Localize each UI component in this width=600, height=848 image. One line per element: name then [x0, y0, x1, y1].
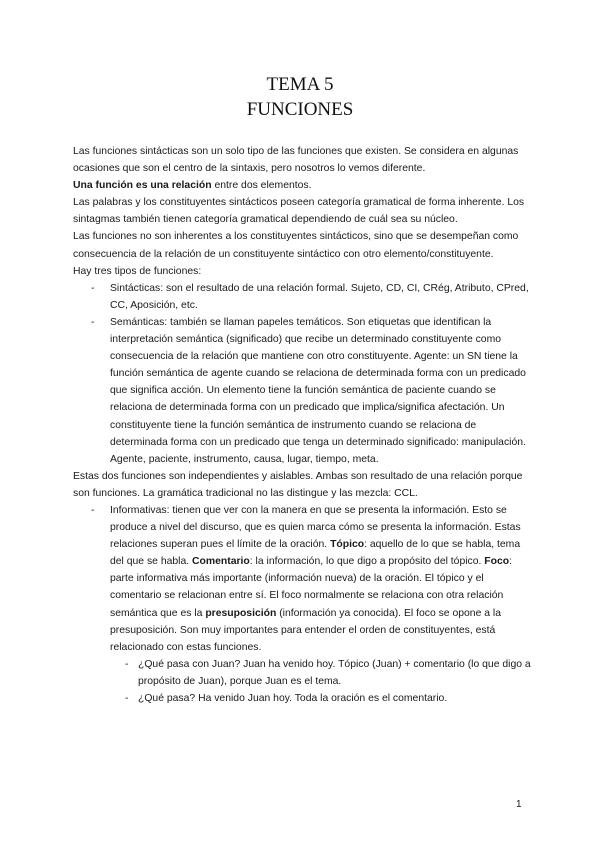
bold-definition: Una función es una relación	[73, 180, 212, 192]
list-bullet: -	[91, 316, 95, 328]
sublist-item-text: ¿Qué pasa con Juan? Juan ha venido hoy. Tópico (Juan) + comentario (lo que digo a propósito de Juan), porque Juan es el tema.	[138, 658, 531, 687]
list-bullet: -	[91, 282, 95, 294]
page-number: 1	[516, 799, 522, 810]
list-item-semanticas	[73, 314, 533, 468]
list-bullet: -	[91, 504, 95, 516]
sublist-item-example-1	[73, 656, 533, 690]
list-item-informativas	[73, 502, 533, 656]
paragraph-independent: Estas dos funciones son independientes y aislables. Ambas son resultado de una relación porque son funciones. La gramática tradicional no las distingue y las mezcla: CCL.	[73, 470, 523, 499]
paragraph-functions: Las funciones no son inherentes a los constituyentes sintácticos, sino que se desempeñan como consecuencia de la relación de un constituyente sintáctico con otro elemento/constituyente.	[73, 231, 519, 260]
document-title: TEMA 5	[266, 74, 334, 95]
list-item-text: Semánticas: también se llaman papeles temáticos. Son etiquetas que identifican la interpretación semántica (significado) que recibe un determinado constituyente como consecuencia de la relación que mantiene con otro constituyente. Agente: un SN tiene la función semántica de agente cuando se relaciona de determinada forma con un predicado que significa acción. Un elemento tiene la función semántica de paciente cuando se relaciona de determinada forma con un predicado que implica/significa afectación. Un constituyente tiene la función semántica de instrumento cuando se relaciona de determinada forma con un predicado que tenga un determinado significado: manipulación. Agente, paciente, instrumento, causa, lugar, tiempo, meta.	[110, 316, 526, 465]
sublist-item-text: ¿Qué pasa? Ha venido Juan hoy. Toda la oración es el comentario.	[138, 693, 448, 704]
list-item-text: Informativas: tienen que ver con la manera en que se presenta la información. Esto se produce a nivel del discurso, que es quien marca cómo se presenta la información. Estas relaciones superan pues el límite de la oración.	[110, 504, 521, 551]
term-foco: Foco	[484, 556, 510, 568]
definition-rest: entre dos elementos.	[211, 180, 312, 192]
sublist-item-example-2	[73, 690, 533, 707]
document-body	[73, 143, 533, 707]
list-item-text: : aquello de lo que se habla, tema del que se habla.	[110, 539, 521, 568]
paragraph-types-intro: Hay tres tipos de funciones:	[73, 265, 202, 277]
list-item-text: : la información, lo que digo a propósito del tópico.	[249, 556, 485, 568]
list-item-text: (información ya conocida). El foco se opone a la presuposición. Son muy importantes para entender el orden de constituyentes, está relacionado con estas funciones.	[110, 607, 502, 653]
list-item-text: : parte informativa más importante (información nueva) de la oración. El tópico y el comentario se relacionan entre sí. El foco normalmente se relaciona con otra relación semántica que es la	[110, 556, 513, 619]
list-item-text: Sintácticas: son el resultado de una relación formal. Sujeto, CD, CI, CRég, Atributo, CPred, CC, Aposición, etc.	[110, 282, 529, 311]
term-presuposicion: presuposición	[205, 607, 277, 619]
list-bullet: -	[125, 693, 129, 704]
list-bullet: -	[125, 658, 129, 670]
document-subtitle: FUNCIONES	[246, 99, 354, 120]
list-item-sintacticas	[73, 280, 533, 314]
paragraph-categories: Las palabras y los constituyentes sintácticos poseen categoría gramatical de forma inherente. Los sintagmas también tienen categoría gramatical dependiendo de cuál sea su núcleo.	[73, 197, 525, 226]
term-comentario: Comentario	[192, 556, 250, 568]
paragraph-definition	[73, 177, 533, 194]
term-topico: Tópico	[330, 539, 365, 551]
paragraph-intro: Las funciones sintácticas son un solo tipo de las funciones que existen. Se considera en algunas ocasiones que son el centro de la sintaxis, pero nosotros lo vemos diferente.	[73, 146, 519, 175]
